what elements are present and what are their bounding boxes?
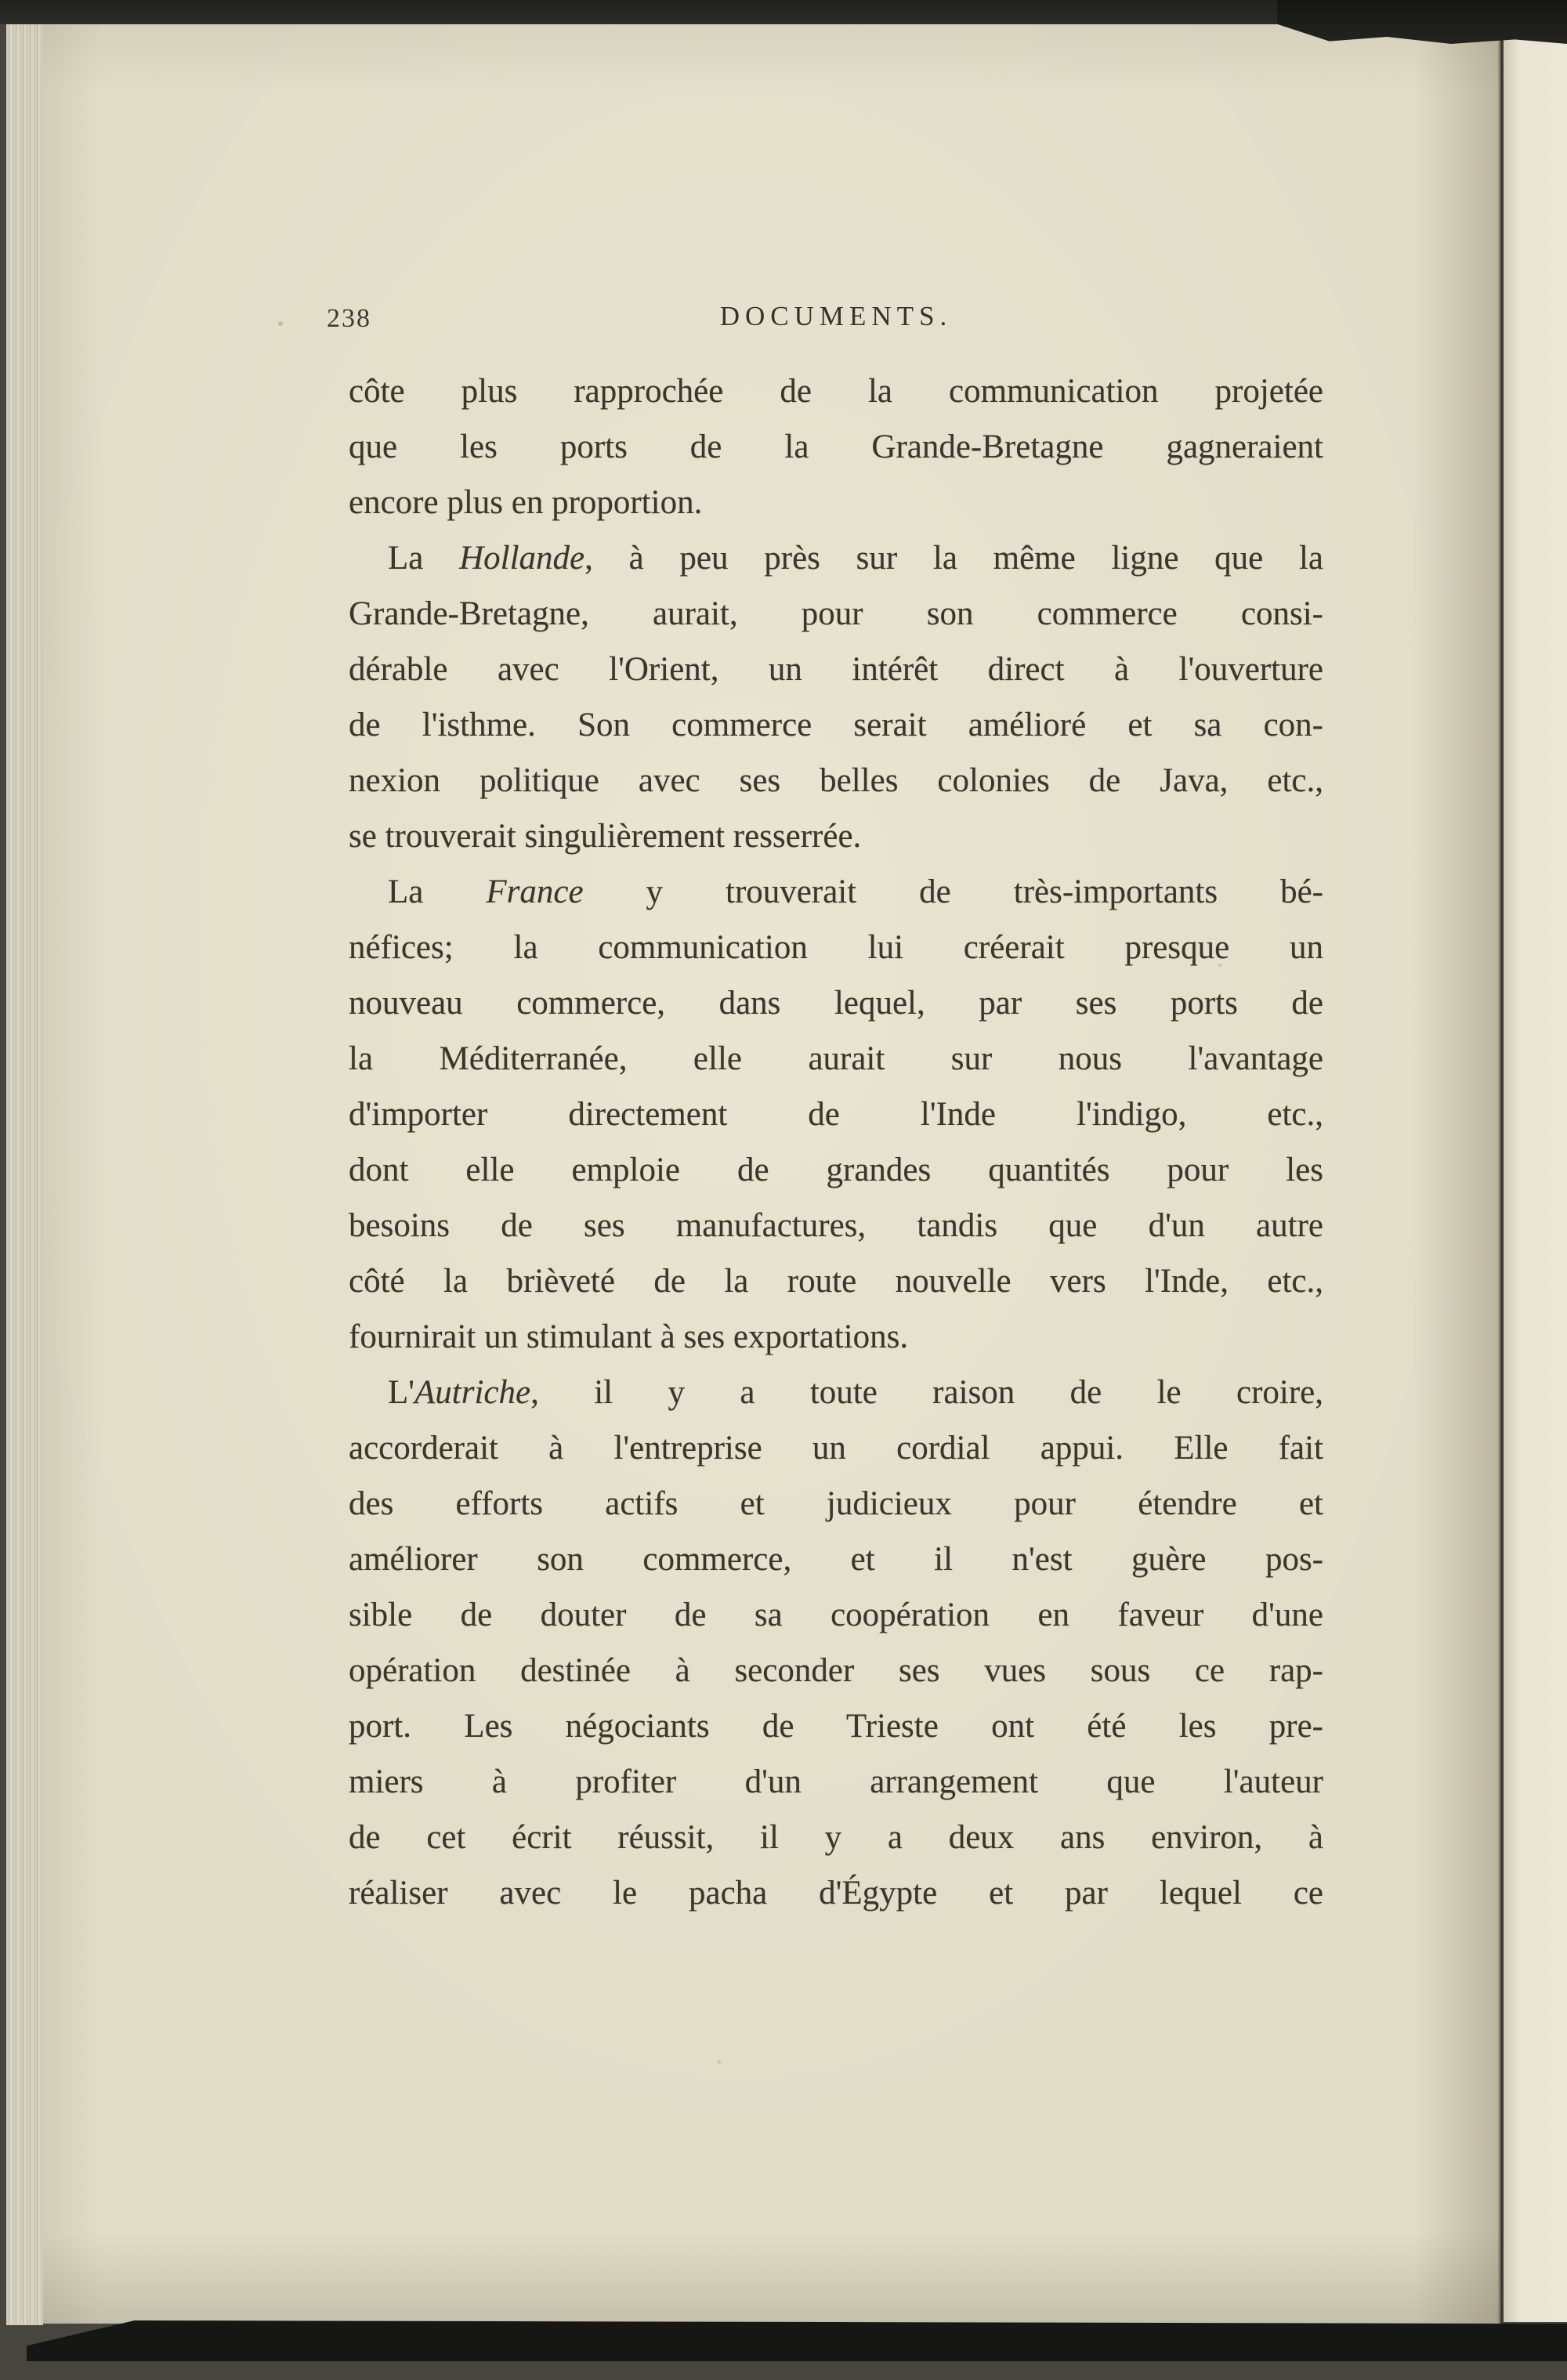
text-segment: France — [486, 874, 584, 910]
text-line — [349, 1253, 1323, 1309]
text-segment: Autriche — [414, 1374, 531, 1411]
running-head-title: DOCUMENTS. — [719, 301, 953, 331]
text-segment: encore plus en proportion. — [349, 484, 703, 521]
text-segment: La — [388, 874, 487, 910]
text-line — [349, 1309, 1323, 1365]
text-segment: de cet écrit réussit, il y a deux ans environ, à — [349, 1819, 1323, 1856]
page-text-block — [327, 298, 1323, 1921]
text-line — [349, 1698, 1323, 1754]
next-page-sliver — [1504, 38, 1567, 2322]
paragraph — [349, 530, 1323, 864]
text-segment: que les ports de la Grande-Bretagne gagneraient — [349, 429, 1323, 465]
paragraph — [349, 864, 1323, 1365]
text-segment: nouveau commerce, dans lequel, par ses ports de — [349, 985, 1323, 1022]
text-line — [349, 530, 1323, 586]
text-line — [349, 1754, 1323, 1810]
text-line — [349, 364, 1323, 419]
text-line — [349, 1865, 1323, 1921]
text-line — [349, 1142, 1323, 1198]
paragraph — [349, 1365, 1323, 1921]
text-line — [349, 1532, 1323, 1587]
text-segment: améliorer son commerce, et il n'est guère pos- — [349, 1541, 1323, 1578]
text-line — [349, 1365, 1323, 1420]
text-segment: Grande-Bretagne, aurait, pour son commerce consi- — [349, 595, 1323, 632]
text-segment: y trouverait de très-importants bé- — [583, 874, 1323, 910]
text-segment: des efforts actifs et judicieux pour étendre et — [349, 1485, 1323, 1522]
text-line — [349, 1087, 1323, 1142]
text-segment: port. Les négociants de Trieste ont été les pre- — [349, 1708, 1323, 1745]
text-line — [349, 975, 1323, 1031]
running-head — [327, 298, 1323, 338]
text-line — [349, 808, 1323, 864]
text-segment: sible de douter de sa coopération en faveur d'une — [349, 1597, 1323, 1633]
text-segment: se trouverait singulièrement resserrée. — [349, 818, 862, 855]
text-segment: , à peu près sur la même ligne que la — [584, 540, 1323, 577]
text-segment: néfices; la communication lui créerait presque un — [349, 929, 1323, 966]
text-segment: côte plus rapprochée de la communication projetée — [349, 373, 1323, 410]
text-segment: opération destinée à seconder ses vues sous ce rap- — [349, 1652, 1323, 1689]
text-line — [349, 1587, 1323, 1643]
text-line — [349, 753, 1323, 808]
text-line — [349, 1420, 1323, 1476]
text-segment: , il y a toute raison de le croire, — [530, 1374, 1323, 1411]
paper-speck — [717, 2060, 721, 2064]
text-segment: besoins de ses manufactures, tandis que d'un autre — [349, 1207, 1323, 1244]
body-text — [349, 364, 1323, 1921]
text-segment: La — [388, 540, 460, 577]
text-segment: réaliser avec le pacha d'Égypte et par lequel ce — [349, 1875, 1323, 1912]
book-page — [43, 24, 1500, 2324]
page-number: 238 — [327, 304, 371, 333]
text-segment: fournirait un stimulant à ses exportations. — [349, 1318, 909, 1355]
text-segment: Hollande — [459, 540, 585, 577]
page-edge-stack — [6, 24, 43, 2325]
paragraph — [349, 364, 1323, 530]
text-line — [349, 1198, 1323, 1253]
text-segment: la Méditerranée, elle aurait sur nous l'avantage — [349, 1040, 1323, 1077]
text-line — [349, 697, 1323, 753]
text-line — [349, 642, 1323, 697]
text-line — [349, 419, 1323, 475]
bottom-shadow — [27, 2320, 1567, 2361]
text-line — [349, 1810, 1323, 1865]
book-cover-corner — [1277, 0, 1567, 44]
text-segment: dérable avec l'Orient, un intérêt direct à l'ouverture — [349, 651, 1323, 688]
text-segment: d'importer directement de l'Inde l'indigo, etc., — [349, 1096, 1323, 1133]
text-segment: dont elle emploie de grandes quantités pour les — [349, 1152, 1323, 1188]
text-line — [349, 1031, 1323, 1087]
text-line — [349, 586, 1323, 642]
text-line — [349, 475, 1323, 530]
text-line — [349, 1476, 1323, 1532]
text-segment: nexion politique avec ses belles colonies de Java, etc., — [349, 762, 1323, 799]
text-segment: de l'isthme. Son commerce serait amélioré et sa con- — [349, 707, 1323, 743]
text-segment: accorderait à l'entreprise un cordial appui. Elle fait — [349, 1430, 1323, 1467]
text-line — [349, 1643, 1323, 1698]
text-segment: L' — [388, 1374, 415, 1411]
text-line — [349, 864, 1323, 920]
paper-speck — [278, 321, 283, 326]
text-segment: côté la brièveté de la route nouvelle vers l'Inde, etc., — [349, 1263, 1323, 1300]
text-segment: miers à profiter d'un arrangement que l'auteur — [349, 1763, 1323, 1800]
text-line — [349, 920, 1323, 975]
